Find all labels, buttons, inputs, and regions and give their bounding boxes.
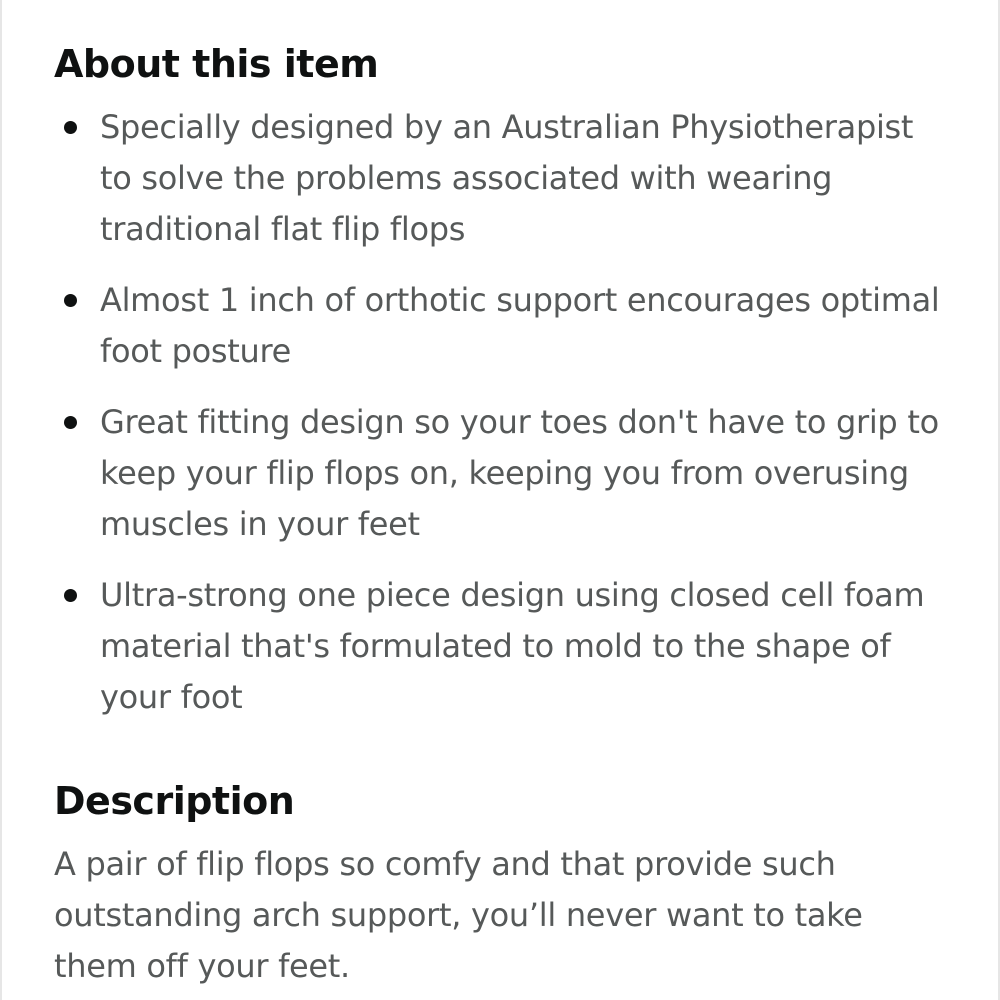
feature-bullet-text: Great fitting design so your toes don't have to grip to keep your flip flops on, keeping you from overusing muscles in your feet	[100, 403, 939, 543]
description-section	[54, 775, 954, 992]
about-this-item-section	[54, 38, 954, 723]
feature-bullet	[54, 275, 954, 377]
feature-bullet-text: Specially designed by an Australian Physiotherapist to solve the problems associated with wearing traditional flat flip flops	[100, 108, 914, 248]
feature-bullet-text: Ultra-strong one piece design using closed cell foam material that's formulated to mold to the shape of your foot	[100, 576, 925, 716]
bullet-dot-icon	[64, 589, 77, 602]
product-details	[54, 38, 954, 992]
description-text: A pair of flip flops so comfy and that provide such outstanding arch support, you’ll never want to take them off your feet.	[54, 845, 863, 985]
feature-bullet-text: Almost 1 inch of orthotic support encourages optimal foot posture	[100, 281, 940, 370]
feature-bullet	[54, 397, 954, 550]
feature-bullet	[54, 102, 954, 255]
about-this-item-heading: About this item	[54, 42, 379, 86]
feature-bullet	[54, 570, 954, 723]
bullet-dot-icon	[64, 416, 77, 429]
bullet-dot-icon	[64, 121, 77, 134]
feature-bullet-list	[54, 102, 954, 723]
bullet-dot-icon	[64, 294, 77, 307]
description-heading: Description	[54, 779, 295, 823]
